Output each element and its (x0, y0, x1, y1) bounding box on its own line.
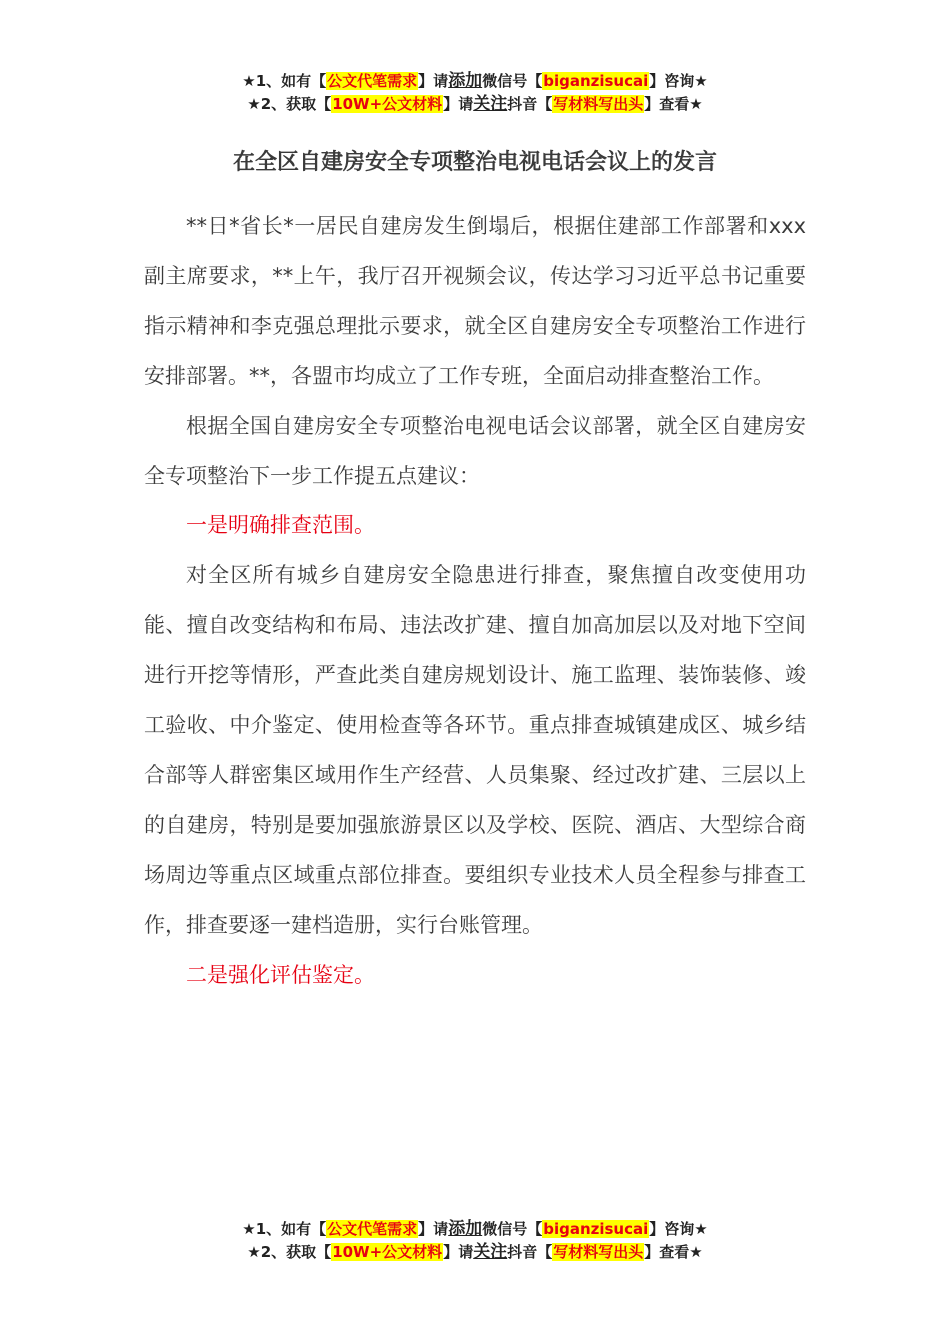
highlight-materials: 10W+公文材料 (332, 95, 443, 113)
banner-line-2 (0, 93, 950, 116)
footer-banner (0, 1218, 950, 1264)
document-title: 在全区自建房安全专项整治电视电话会议上的发言 (232, 150, 717, 175)
banner-emphasis: 添加 (448, 71, 483, 91)
section-heading-2: 二是强化评估鉴定。 (186, 962, 375, 987)
banner-text: 微信号【 (482, 72, 543, 90)
banner-text: ★2、获取【 (247, 95, 332, 113)
highlight-wechat-id: biganzisucai (543, 1220, 649, 1238)
highlight-douyin-account: 写材料写出头 (553, 95, 644, 113)
header-banner (0, 70, 950, 116)
banner-text: 】请 (443, 95, 474, 113)
highlight-service: 公文代笔需求 (327, 1220, 418, 1238)
banner-text: 】咨询★ (649, 72, 708, 90)
paragraph-section-1: 对全区所有城乡自建房安全隐患进行排查，聚焦擅自改变使用功能、擅自改变结构和布局、违法改扩建、擅自加高加层以及对地下空间进行开挖等情形，严查此类自建房规划设计、施工监理、装饰装修、竣工验收、中介鉴定、使用检查等各环节。重点排查城镇建成区、城乡结合部等人群密集区域用作生产经营、人员集聚、经过改扩建、三层以上的自建房，特别是要加强旅游景区以及学校、医院、酒店、大型综合商场周边等重点区域重点部位排查。要组织专业技术人员全程参与排查工作，排查要逐一建档造册，实行台账管理。 (144, 563, 806, 937)
banner-text: ★1、如有【 (242, 72, 327, 90)
banner-emphasis: 关注 (473, 94, 508, 114)
banner-line-1 (0, 1218, 950, 1241)
banner-text: 】请 (418, 72, 449, 90)
banner-text: 】请 (418, 1220, 449, 1238)
highlight-wechat-id: biganzisucai (543, 72, 649, 90)
banner-text: ★1、如有【 (242, 1220, 327, 1238)
banner-line-2 (0, 1241, 950, 1264)
section-heading-1: 一是明确排查范围。 (186, 513, 375, 538)
banner-text: 】查看★ (644, 1243, 703, 1261)
document-body (144, 202, 806, 1001)
banner-text: 抖音【 (507, 1243, 553, 1261)
banner-line-1 (0, 70, 950, 93)
banner-text: 】请 (443, 1243, 474, 1261)
banner-emphasis: 添加 (448, 1219, 483, 1239)
highlight-douyin-account: 写材料写出头 (553, 1243, 644, 1261)
highlight-service: 公文代笔需求 (327, 72, 418, 90)
banner-emphasis: 关注 (473, 1242, 508, 1262)
banner-text: 】查看★ (644, 95, 703, 113)
banner-text: ★2、获取【 (247, 1243, 332, 1261)
banner-text: 微信号【 (482, 1220, 543, 1238)
banner-text: 抖音【 (507, 95, 553, 113)
highlight-materials: 10W+公文材料 (332, 1243, 443, 1261)
paragraph-proposal: 根据全国自建房安全专项整治电视电话会议部署，就全区自建房安全专项整治下一步工作提五点建议： (144, 413, 806, 488)
paragraph-intro: **日*省长*一居民自建房发生倒塌后，根据住建部工作部署和xxx副主席要求，**上午，我厅召开视频会议，传达学习习近平总书记重要指示精神和李克强总理批示要求，就全区自建房安全专项整治工作进行安排部署。**，各盟市均成立了工作专班，全面启动排查整治工作。 (144, 214, 806, 388)
banner-text: 】咨询★ (649, 1220, 708, 1238)
